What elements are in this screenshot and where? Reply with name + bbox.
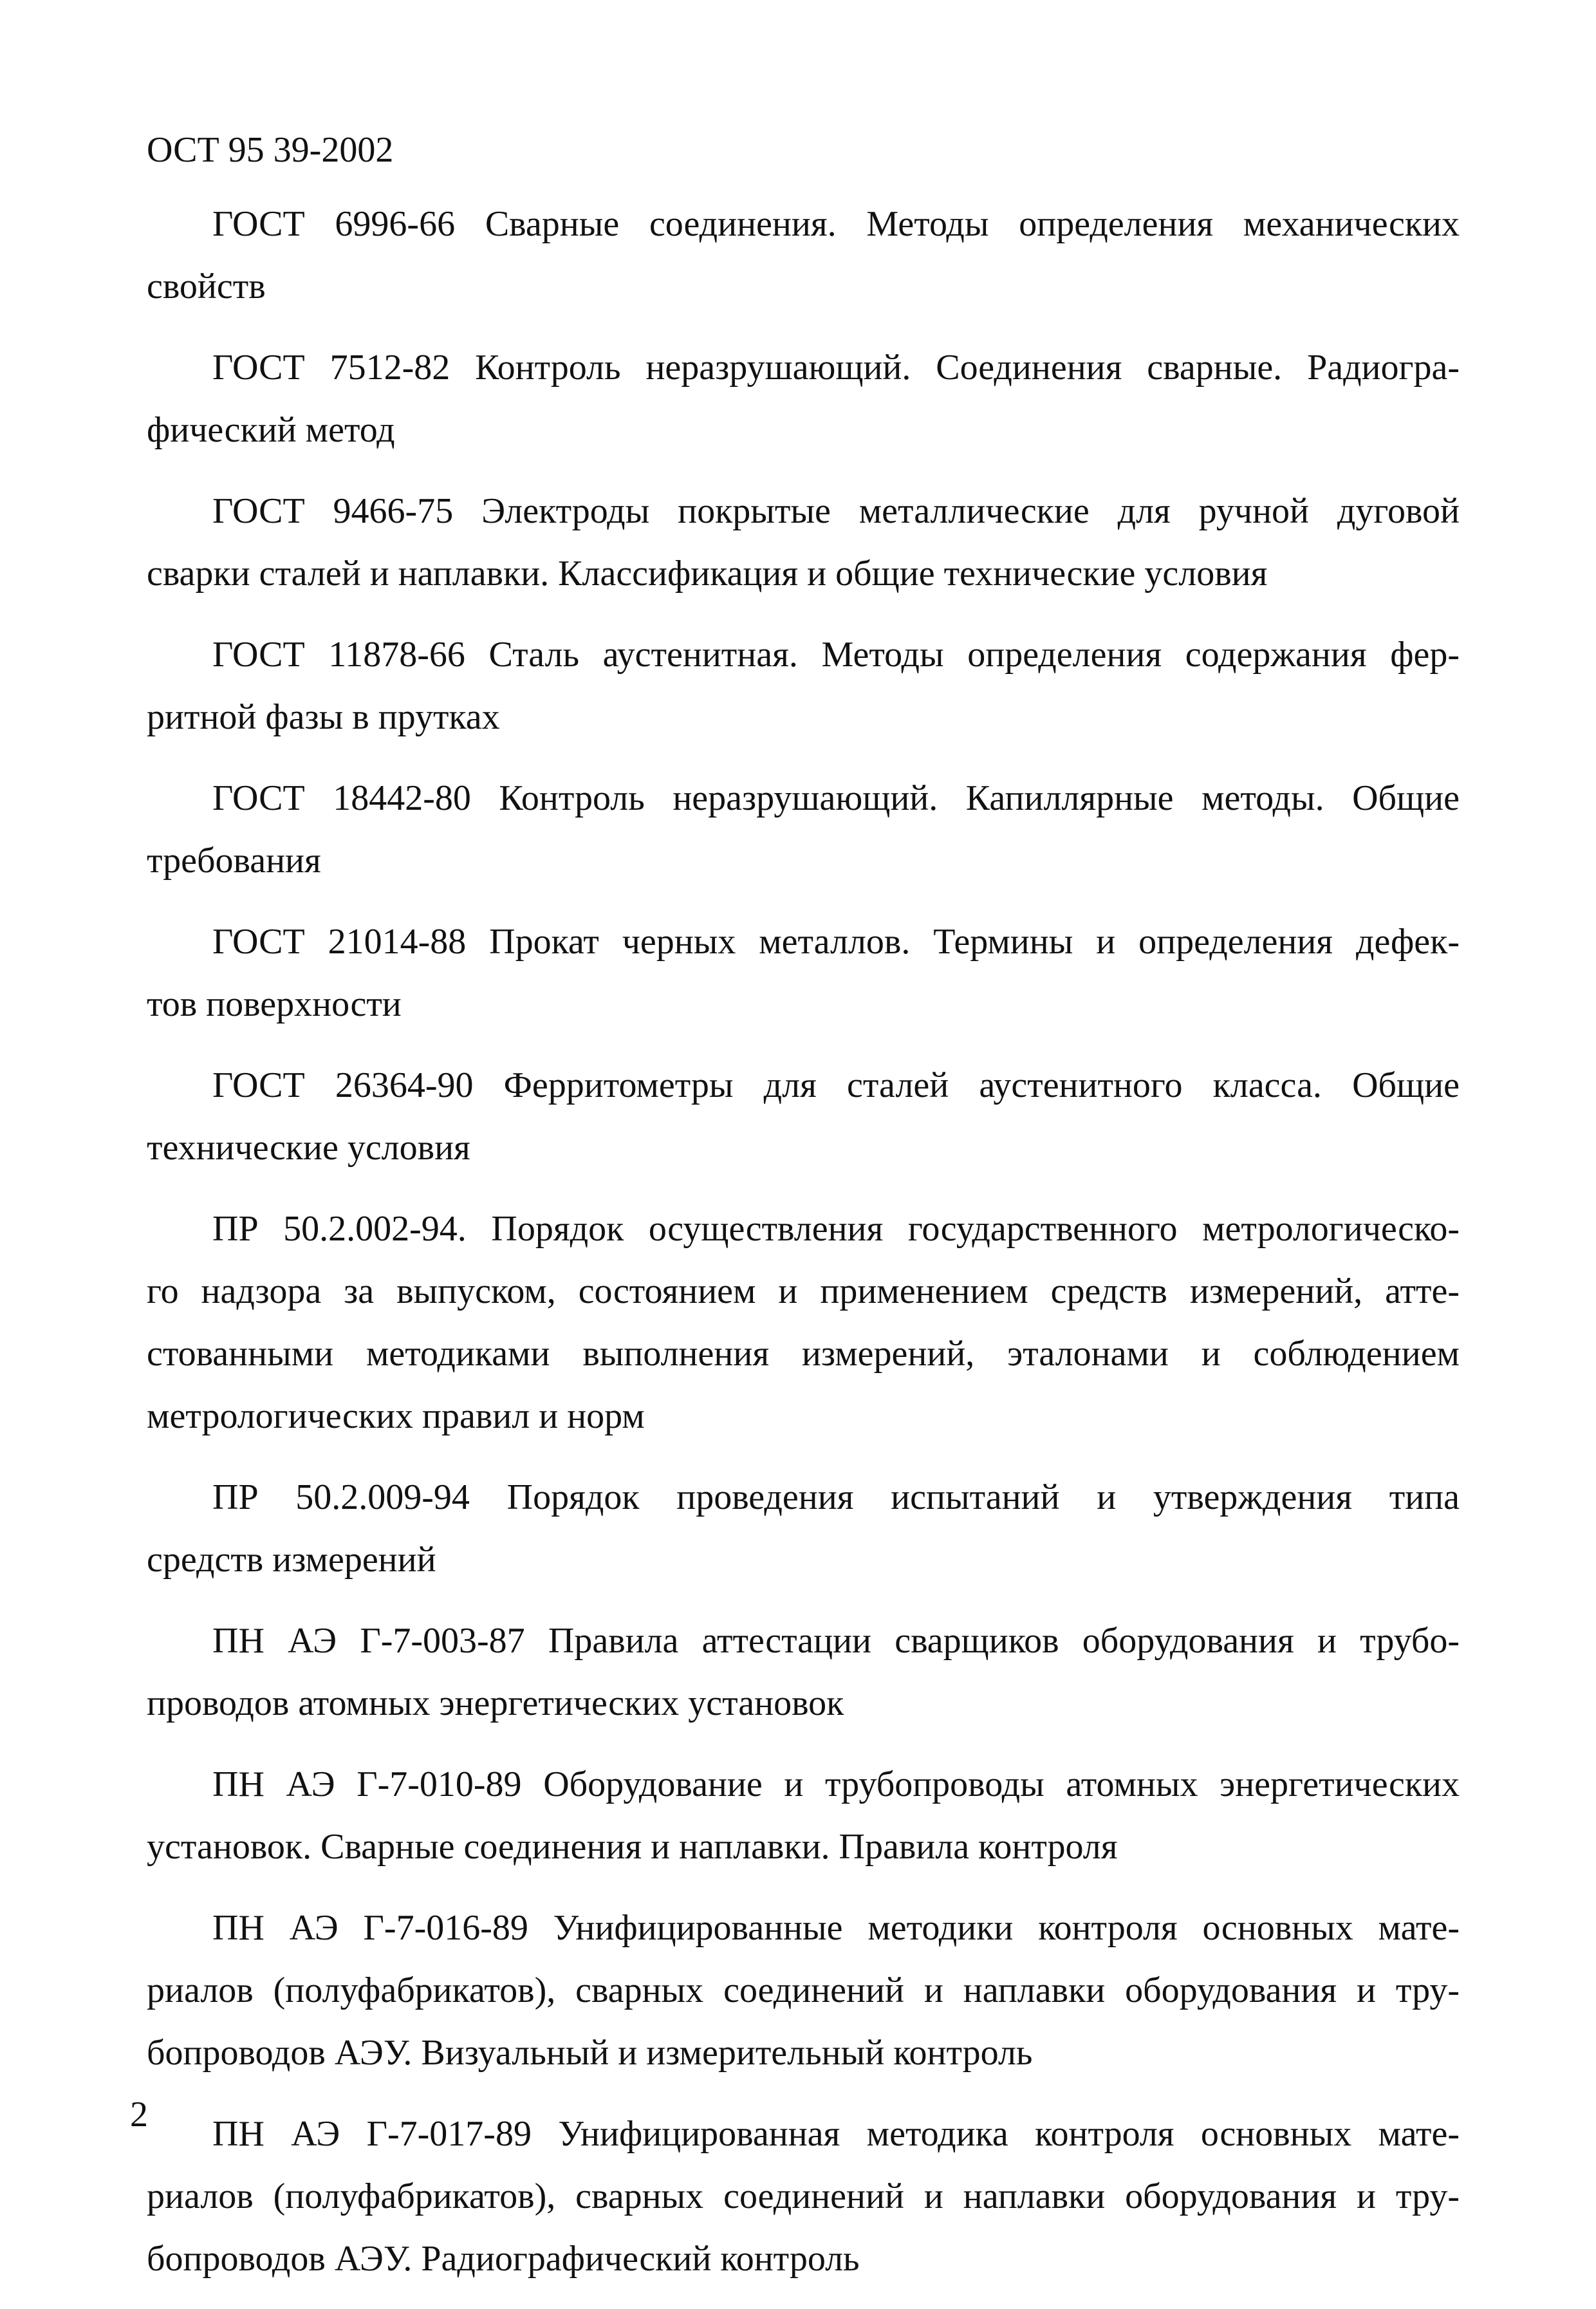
reference-line: ПР 50.2.009-94 Порядок проведения испытаний и утверждения типа — [212, 1477, 1460, 1517]
reference-line: метрологических правил и норм — [147, 1396, 645, 1436]
reference-line: бопроводов АЭУ. Радиографический контроль — [147, 2239, 860, 2279]
page-number: 2 — [130, 2095, 148, 2135]
reference-entry — [147, 1198, 1460, 1448]
reference-line: риалов (полуфабрикатов), сварных соединений и наплавки оборудования и тру- — [147, 2176, 1460, 2216]
reference-line: технические условия — [147, 1128, 470, 1168]
reference-line: ГОСТ 7512-82 Контроль неразрушающий. Соединения сварные. Радиогра- — [212, 348, 1460, 388]
reference-line: ГОСТ 26364-90 Ферритометры для сталей аустенитного класса. Общие — [212, 1065, 1460, 1105]
reference-line: свойств — [147, 266, 266, 306]
reference-line: ГОСТ 21014-88 Прокат черных металлов. Термины и определения дефек- — [212, 922, 1460, 962]
reference-line: ритной фазы в прутках — [147, 697, 500, 737]
reference-line: ГОСТ 11878-66 Сталь аустенитная. Методы определения содержания фер- — [212, 635, 1460, 675]
reference-line: проводов атомных энергетических установок — [147, 1683, 844, 1723]
reference-line: ПН АЭ Г-7-003-87 Правила аттестации сварщиков оборудования и трубо- — [212, 1621, 1460, 1661]
reference-line: ПН АЭ Г-7-010-89 Оборудование и трубопроводы атомных энергетических — [212, 1764, 1460, 1804]
reference-line: бопроводов АЭУ. Визуальный и измерительный контроль — [147, 2033, 1033, 2073]
reference-entry — [147, 1054, 1460, 1179]
reference-entry — [147, 480, 1460, 605]
reference-entry — [147, 2103, 1460, 2290]
reference-entry — [147, 624, 1460, 749]
reference-line: фический метод — [147, 410, 395, 450]
reference-line: ПР 50.2.002-94. Порядок осуществления государственного метрологическо- — [212, 1209, 1460, 1249]
reference-entry — [147, 1897, 1460, 2084]
reference-line: ГОСТ 18442-80 Контроль неразрушающий. Капиллярные методы. Общие — [212, 778, 1460, 818]
reference-line: го надзора за выпуском, состоянием и применением средств измерений, атте- — [147, 1271, 1460, 1311]
reference-entry — [147, 1466, 1460, 1591]
reference-entry — [147, 1753, 1460, 1878]
reference-entry — [147, 767, 1460, 892]
reference-entry — [147, 1610, 1460, 1735]
normative-references-list — [147, 193, 1460, 2309]
reference-line: ПН АЭ Г-7-017-89 Унифицированная методика контроля основных мате- — [212, 2114, 1460, 2154]
reference-line: требования — [147, 841, 321, 881]
reference-entry — [147, 193, 1460, 318]
reference-line: риалов (полуфабрикатов), сварных соединений и наплавки оборудования и тру- — [147, 1970, 1460, 2010]
reference-line: установок. Сварные соединения и наплавки. Правила контроля — [147, 1827, 1118, 1867]
reference-entry — [147, 911, 1460, 1036]
reference-line: ГОСТ 9466-75 Электроды покрытые металлические для ручной дуговой — [212, 491, 1460, 531]
reference-line: средств измерений — [147, 1540, 436, 1580]
reference-line: ГОСТ 6996-66 Сварные соединения. Методы определения механических — [212, 204, 1460, 244]
reference-line: стованными методиками выполнения измерений, эталонами и соблюдением — [147, 1334, 1460, 1374]
document-code-header: ОСТ 95 39-2002 — [147, 130, 394, 170]
reference-line: сварки сталей и наплавки. Классификация и общие технические условия — [147, 554, 1268, 594]
reference-line: тов поверхности — [147, 984, 402, 1024]
reference-entry — [147, 337, 1460, 462]
reference-line: ПН АЭ Г-7-016-89 Унифицированные методики контроля основных мате- — [212, 1908, 1460, 1948]
